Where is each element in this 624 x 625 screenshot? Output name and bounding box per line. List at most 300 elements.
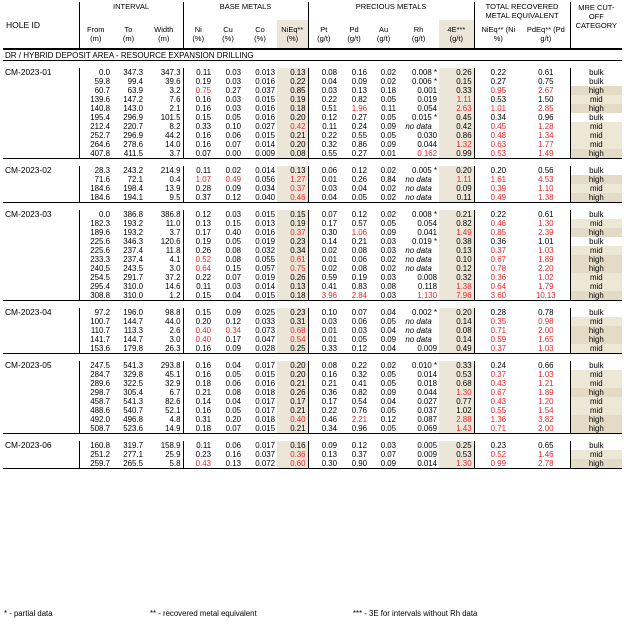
ni-cell: 0.11 <box>196 166 212 175</box>
co-cell: 0.033 <box>255 317 276 326</box>
au-cell: 0.02 <box>380 184 397 193</box>
mre-category-cell: bulk <box>570 77 622 86</box>
ni-cell: 0.15 <box>195 308 212 317</box>
from-cell: 225.6 <box>90 237 110 246</box>
ni-cell: 0.16 <box>195 95 212 104</box>
hole-id-cell <box>3 149 79 159</box>
width-cell: 5.8 <box>145 459 183 469</box>
pd-cell: 0.90 <box>351 459 368 468</box>
width-cell: 4.8 <box>145 415 183 424</box>
au-cell: 0.09 <box>380 140 397 149</box>
pt-cell: 0.06 <box>321 166 338 175</box>
ni-cell: 0.16 <box>195 370 212 379</box>
tnieq-cell: 0.67 <box>490 255 506 264</box>
e4-cell: 0.09 <box>439 184 474 193</box>
to-cell: 198.4 <box>123 184 143 193</box>
from-cell: 284.7 <box>90 370 110 379</box>
pt-header: Pt (g/t) <box>317 25 331 43</box>
from-cell: 407.8 <box>90 149 110 158</box>
pd-cell: 0.82 <box>351 388 368 397</box>
to-cell: 322.5 <box>123 379 143 388</box>
e4-cell: 0.08 <box>439 326 474 335</box>
e4-cell: 2.63 <box>439 104 474 113</box>
nieq-cell: 0.31 <box>277 317 308 326</box>
mre-category-cell: high <box>570 424 622 434</box>
from-cell: 0.0 <box>99 68 110 77</box>
hole-id-cell <box>3 406 79 415</box>
pd-cell: 0.05 <box>351 193 368 202</box>
ni-cell: 0.11 <box>196 68 212 77</box>
ni-cell: 0.21 <box>195 388 212 397</box>
co-cell: 0.047 <box>255 335 276 344</box>
pd-cell: 0.24 <box>351 122 368 131</box>
width-cell: 386.8 <box>145 210 183 219</box>
co-cell: 0.037 <box>255 86 276 95</box>
nieq-cell: 0.20 <box>277 113 308 122</box>
to-cell: 220.7 <box>123 122 143 131</box>
pt-cell: 0.36 <box>321 388 338 397</box>
tnieq-cell: 0.59 <box>490 335 506 344</box>
tpdeq-cell: 1.79 <box>522 282 570 291</box>
pd-cell: 0.04 <box>351 184 368 193</box>
mre-category-cell: high <box>570 228 622 237</box>
tpdeq-cell: 2.39 <box>522 228 570 237</box>
from-cell: 160.8 <box>90 441 110 450</box>
tnieq-cell: 0.53 <box>490 149 506 158</box>
table-row <box>3 282 622 291</box>
to-cell: 347.3 <box>123 68 143 77</box>
area-title: DR / HYBRID DEPOSIT AREA - RESOURCE EXPANSION DRILLING <box>5 50 254 60</box>
co-cell: 0.015 <box>255 131 276 140</box>
tnieq-cell: 0.43 <box>490 397 506 406</box>
from-cell: 28.3 <box>94 166 110 175</box>
hole-id-cell <box>3 326 79 335</box>
from-cell: 195.4 <box>90 113 110 122</box>
tpdeq-cell: 1.89 <box>522 255 570 264</box>
tpdeq-cell: 10.13 <box>522 291 570 301</box>
au-cell: 0.03 <box>380 291 397 300</box>
cu-cell: 0.03 <box>225 282 242 291</box>
from-cell: 60.7 <box>94 86 110 95</box>
tpdeq-cell: 0.61 <box>522 68 570 77</box>
ni-cell: 0.11 <box>196 282 212 291</box>
table-row <box>3 450 622 459</box>
from-cell: 184.6 <box>90 193 110 202</box>
to-cell: 540.7 <box>123 406 143 415</box>
tnieq-cell: 1.01 <box>490 104 506 113</box>
table-row <box>3 104 622 113</box>
tnieq-cell: 0.27 <box>490 77 506 86</box>
hole-id-cell <box>3 335 79 344</box>
table-row <box>3 406 622 415</box>
tnieq-cell: 0.22 <box>490 210 506 219</box>
mre-category-cell: high <box>570 264 622 273</box>
co-cell: 0.016 <box>255 228 276 237</box>
au-cell: 0.02 <box>380 166 397 175</box>
from-cell: 141.7 <box>90 335 110 344</box>
to-cell: 237.4 <box>123 255 143 264</box>
width-cell: 214.9 <box>145 166 183 175</box>
cu-cell: 0.12 <box>225 317 242 326</box>
tpdeq-cell: 1.38 <box>522 193 570 203</box>
partial-data-marker: * <box>431 166 438 175</box>
tpdeq-cell: 1.34 <box>522 131 570 140</box>
nieq-cell: 0.36 <box>277 450 308 459</box>
partial-data-marker: * <box>431 113 438 122</box>
to-cell: 243.5 <box>123 264 143 273</box>
mre-category-cell: mid <box>570 379 622 388</box>
width-cell: 0.4 <box>145 175 183 184</box>
tnieq-cell: 0.67 <box>490 388 506 397</box>
width-cell: 11.0 <box>145 219 183 228</box>
pt-cell: 0.21 <box>321 379 338 388</box>
hole-id-cell: CM-2023-02 <box>3 166 79 175</box>
from-cell: 264.6 <box>90 140 110 149</box>
e4-cell: 1.11 <box>439 175 474 184</box>
ni-cell: 0.07 <box>195 149 212 158</box>
width-cell: 120.6 <box>145 237 183 246</box>
co-cell: 0.016 <box>255 104 276 113</box>
rh-cell: 0.002 * <box>412 308 438 317</box>
cu-cell: 0.05 <box>225 113 242 122</box>
tpdeq-cell: 3.82 <box>522 415 570 424</box>
tpdeq-cell: 0.66 <box>522 361 570 370</box>
ni-cell: 0.33 <box>195 122 212 131</box>
from-cell: 189.6 <box>90 228 110 237</box>
to-cell: 193.2 <box>123 219 143 228</box>
hole-id-cell <box>3 193 79 203</box>
co-cell: 0.019 <box>255 273 276 282</box>
ni-cell: 0.28 <box>195 184 212 193</box>
rh-cell: 0.030 <box>417 131 438 140</box>
ni-cell: 0.16 <box>195 406 212 415</box>
width-cell: 4.1 <box>145 255 183 264</box>
pt-cell: 0.01 <box>321 255 338 264</box>
pd-cell: 2.21 <box>351 415 368 424</box>
tnieq-cell: 0.24 <box>490 361 506 370</box>
mre-category-cell: high <box>570 193 622 203</box>
ni-cell: 0.16 <box>195 344 212 353</box>
tnieq-cell: 0.22 <box>490 68 506 77</box>
ni-header: Ni (%) <box>192 25 205 43</box>
table-row <box>3 149 622 159</box>
cu-cell: 0.13 <box>225 459 242 468</box>
table-row <box>3 459 622 469</box>
co-cell: 0.028 <box>255 344 276 353</box>
rh-cell: 0.054 <box>417 219 438 228</box>
width-cell: 3.0 <box>145 335 183 344</box>
pd-cell: 0.12 <box>351 441 368 450</box>
co-cell: 0.016 <box>255 77 276 86</box>
tpdeq-cell: 1.01 <box>522 237 570 246</box>
pd-cell: 0.96 <box>351 424 368 433</box>
ni-cell: 0.12 <box>195 210 212 219</box>
width-header: Width (m) <box>145 20 183 49</box>
mre-category-cell: bulk <box>570 166 622 175</box>
from-cell: 247.5 <box>90 361 110 370</box>
nieq-cell: 0.37 <box>277 228 308 237</box>
hole-id-cell <box>3 344 79 354</box>
rh-cell: 0.010 * <box>412 361 438 370</box>
mre-category-cell: mid <box>570 131 622 140</box>
mre-category-cell: high <box>570 255 622 264</box>
nieq-cell: 0.34 <box>277 246 308 255</box>
pt-cell: 0.02 <box>321 246 338 255</box>
co-cell: 0.015 <box>255 424 276 433</box>
width-cell: 8.2 <box>145 122 183 131</box>
pt-cell: 0.22 <box>321 95 338 104</box>
hole-id-cell <box>3 228 79 237</box>
nieq-cell: 0.25 <box>277 344 308 354</box>
rh-cell: 0.044 <box>417 140 438 149</box>
e4-cell: 1.11 <box>439 95 474 104</box>
ni-cell: 0.31 <box>195 415 212 424</box>
cu-cell: 0.03 <box>225 95 242 104</box>
pt-cell: 0.32 <box>321 140 338 149</box>
pt-cell: 0.17 <box>321 397 338 406</box>
pt-cell: 0.51 <box>321 104 338 113</box>
co-header: Co (%) <box>254 25 266 43</box>
width-cell: 101.5 <box>145 113 183 122</box>
from-cell: 182.3 <box>90 219 110 228</box>
e4-cell: 0.49 <box>439 344 474 354</box>
hole-id-cell <box>3 415 79 424</box>
hole-id-cell <box>3 397 79 406</box>
table-row <box>3 291 622 301</box>
cu-cell: 0.10 <box>225 122 242 131</box>
co-cell: 0.014 <box>255 282 276 291</box>
tnieq-cell: 0.43 <box>490 379 506 388</box>
tnieq-cell: 0.71 <box>490 326 506 335</box>
au-cell: 0.05 <box>380 406 397 415</box>
ni-cell: 0.16 <box>195 131 212 140</box>
pd-cell: 0.06 <box>351 317 368 326</box>
cu-cell: 0.08 <box>225 255 242 264</box>
hole-id-cell <box>3 246 79 255</box>
co-cell: 0.017 <box>255 361 276 370</box>
pt-cell: 0.17 <box>321 219 338 228</box>
pt-cell: 0.33 <box>321 344 338 353</box>
table-row <box>3 140 622 149</box>
to-cell: 291.7 <box>123 273 143 282</box>
tpdeq-cell: 1.20 <box>522 397 570 406</box>
e4-cell: 0.14 <box>439 335 474 344</box>
pt-cell: 0.41 <box>321 282 338 291</box>
hole-id-cell: CM-2023-06 <box>3 441 79 450</box>
ni-cell: 0.40 <box>195 326 212 335</box>
rh-header: Rh (g/t) <box>411 25 426 43</box>
e4-cell: 0.20 <box>439 308 474 317</box>
au-cell: 0.05 <box>380 131 397 140</box>
co-cell: 0.016 <box>255 379 276 388</box>
e4-cell: 1.38 <box>439 282 474 291</box>
table-row <box>3 113 622 122</box>
cu-cell: 0.12 <box>225 193 242 202</box>
co-cell: 0.014 <box>255 140 276 149</box>
nieq-cell: 0.16 <box>277 441 308 450</box>
e4-cell: 0.82 <box>439 219 474 228</box>
table-row <box>3 326 622 335</box>
to-cell: 329.8 <box>123 370 143 379</box>
cu-cell: 0.16 <box>225 450 242 459</box>
au-cell: 0.05 <box>380 424 397 433</box>
nieq-cell: 0.08 <box>277 149 308 159</box>
nieq-cell: 0.26 <box>277 388 308 397</box>
rh-cell: no data <box>405 335 432 344</box>
width-cell: 52.1 <box>145 406 183 415</box>
ni-cell: 1.07 <box>195 175 212 184</box>
ni-cell: 0.16 <box>195 104 212 113</box>
pd-cell: 0.21 <box>351 237 368 246</box>
e4-cell: 1.02 <box>439 406 474 415</box>
e4-cell: 2.88 <box>439 415 474 424</box>
tpdeq-cell: 2.78 <box>522 459 570 469</box>
cu-cell: 0.15 <box>225 264 242 273</box>
rh-cell: 0.001 <box>417 86 438 95</box>
mre-category-cell: high <box>570 149 622 159</box>
table-row <box>3 264 622 273</box>
e4-cell: 0.32 <box>439 273 474 282</box>
e4-cell: 0.11 <box>439 193 474 203</box>
pt-cell: 0.13 <box>321 450 338 459</box>
e4-cell: 0.12 <box>439 264 474 273</box>
mre-category-cell: bulk <box>570 113 622 122</box>
cu-cell: 0.09 <box>225 184 242 193</box>
to-cell: 237.4 <box>123 246 143 255</box>
width-cell: 45.1 <box>145 370 183 379</box>
nieq-cell: 0.60 <box>277 459 308 469</box>
tpdeq-cell: 1.49 <box>522 149 570 159</box>
pt-cell: 0.16 <box>321 370 338 379</box>
tnieq-cell: 0.52 <box>490 450 506 459</box>
ni-cell: 0.52 <box>195 255 212 264</box>
rh-cell: 0.014 <box>417 459 438 468</box>
nieq-cell: 0.23 <box>277 308 308 317</box>
mre-category-cell: mid <box>570 282 622 291</box>
width-cell: 3.7 <box>145 228 183 237</box>
ni-cell: 0.43 <box>195 459 212 468</box>
from-cell: 295.4 <box>90 282 110 291</box>
cu-cell: 0.17 <box>225 335 242 344</box>
pd-cell: 0.57 <box>351 219 368 228</box>
mre-category-cell: high <box>570 104 622 113</box>
hole-id-cell <box>3 450 79 459</box>
rh-cell: 1.130 <box>417 291 438 300</box>
partial-data-marker: * <box>431 77 438 86</box>
ni-cell: 0.16 <box>195 361 212 370</box>
to-cell: 310.0 <box>123 282 143 291</box>
pd-cell: 0.22 <box>351 361 368 370</box>
e4-cell: 0.86 <box>439 131 474 140</box>
e4-cell: 0.45 <box>439 113 474 122</box>
pt-cell: 0.02 <box>321 264 338 273</box>
nieq-cell: 1.27 <box>277 175 308 184</box>
nieq-cell: 0.20 <box>277 361 308 370</box>
mre-category-cell: bulk <box>570 210 622 219</box>
tnieq-cell: 3.60 <box>490 291 506 300</box>
pt-cell: 0.30 <box>321 228 338 237</box>
cu-cell: 0.15 <box>225 219 242 228</box>
tpdeq-cell: 0.96 <box>522 113 570 122</box>
mre-category-cell: bulk <box>570 361 622 370</box>
pd-cell: 0.54 <box>351 397 368 406</box>
tpdeq-cell: 1.65 <box>522 335 570 344</box>
to-cell: 278.6 <box>123 140 143 149</box>
co-cell: 0.015 <box>255 210 276 219</box>
ni-cell: 0.18 <box>195 379 212 388</box>
cu-cell: 0.08 <box>225 246 242 255</box>
from-cell: 508.7 <box>90 424 110 433</box>
footnote-three-e: *** - 3E for intervals without Rh data <box>353 609 478 618</box>
co-cell: 0.037 <box>255 450 276 459</box>
mre-category-cell: high <box>570 326 622 335</box>
table-row <box>3 131 622 140</box>
rh-cell: 0.005 <box>417 441 438 450</box>
pd-cell: 0.09 <box>351 77 368 86</box>
width-cell: 37.2 <box>145 273 183 282</box>
pt-cell: 0.22 <box>321 406 338 415</box>
nieq-cell: 0.23 <box>277 237 308 246</box>
ni-cell: 0.13 <box>195 219 212 228</box>
pd-cell: 0.16 <box>351 68 368 77</box>
cu-cell: 0.40 <box>225 228 242 237</box>
table-row <box>3 273 622 282</box>
to-cell: 277.1 <box>123 450 143 459</box>
e4-cell: 0.53 <box>439 370 474 379</box>
rh-cell: 0.018 <box>417 379 438 388</box>
e4-cell: 1.30 <box>439 388 474 397</box>
co-cell: 0.072 <box>255 459 276 468</box>
pt-cell: 0.04 <box>321 77 338 86</box>
rh-cell: 0.037 <box>417 406 438 415</box>
pt-cell: 0.34 <box>321 424 338 433</box>
e4-cell: 0.68 <box>439 379 474 388</box>
table-row <box>3 237 622 246</box>
pt-cell: 0.01 <box>321 175 338 184</box>
from-cell: 492.0 <box>90 415 110 424</box>
rh-cell: no data <box>405 326 432 335</box>
pd-cell: 0.08 <box>351 264 368 273</box>
pt-cell: 0.30 <box>321 459 338 468</box>
pt-cell: 0.14 <box>321 237 338 246</box>
tpdeq-cell: 2.85 <box>522 104 570 113</box>
cu-cell: 0.09 <box>225 308 242 317</box>
to-cell: 265.5 <box>123 459 143 468</box>
cu-cell: 0.07 <box>225 140 242 149</box>
ni-cell: 0.19 <box>195 237 212 246</box>
table-row <box>3 255 622 264</box>
ni-cell: 0.40 <box>195 335 212 344</box>
pt-cell: 0.22 <box>321 131 338 140</box>
nieq-cell: 0.13 <box>277 166 308 175</box>
e4-cell: 0.99 <box>439 149 474 159</box>
cu-cell: 0.07 <box>225 273 242 282</box>
from-cell: 252.7 <box>90 131 110 140</box>
co-cell: 0.055 <box>255 255 276 264</box>
table-row <box>3 388 622 397</box>
ni-cell: 0.23 <box>195 450 212 459</box>
hole-id-cell <box>3 370 79 379</box>
pt-cell: 0.46 <box>321 415 338 424</box>
width-cell: 2.6 <box>145 326 183 335</box>
tnieq-cell: 0.95 <box>490 86 506 95</box>
pt-cell: 3.96 <box>321 291 338 300</box>
co-cell: 0.015 <box>255 95 276 104</box>
nieq-header: NiEq** (%) <box>277 20 308 49</box>
au-cell: 0.04 <box>380 344 397 353</box>
to-cell: 310.0 <box>123 291 143 300</box>
pd-cell: 0.13 <box>351 86 368 95</box>
